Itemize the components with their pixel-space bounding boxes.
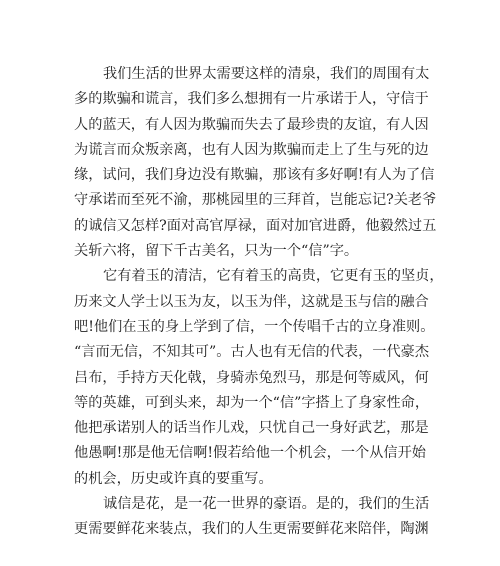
text-line: 他把承诺别人的话当作儿戏，只忧自己一身好武艺，那是 bbox=[74, 420, 429, 437]
paragraph-1 bbox=[74, 62, 437, 264]
text-line: 的机会，历史或许真的要重写。 bbox=[74, 470, 273, 487]
text-line: 吕布，手持方天化戟，身骑赤兔烈马，那是何等威风，何 bbox=[74, 369, 429, 386]
text-line: 它有着玉的清洁，它有着玉的高贵，它更有玉的坚贞， bbox=[103, 268, 444, 285]
text-line: 守承诺而至死不渝，那桃园里的三拜首，岂能忘记?关老爷 bbox=[74, 192, 437, 209]
text-line: 他愚啊!那是他无信啊!假若给他一个机会，一个从信开始 bbox=[74, 445, 426, 462]
text-line: 多的欺骗和谎言，我们多么想拥有一片承诺于人，守信于 bbox=[74, 91, 429, 108]
text-line: 历来文人学士以玉为友，以玉为伴，这就是玉与信的融合 bbox=[74, 293, 429, 310]
text-line: 诚信是花，是一花一世界的豪语。是的，我们的生活 bbox=[103, 496, 430, 513]
text-line: 吧!他们在玉的身上学到了信，一个传唱千古的立身准则。 bbox=[74, 318, 435, 335]
text-line: 人的蓝天，有人因为欺骗而失去了最珍贵的友谊，有人因 bbox=[74, 116, 429, 133]
text-line: 等的英雄，可到头来，却为一个“信”字搭上了身家性命， bbox=[74, 394, 430, 411]
text-line: “言而无信，不知其可”。古人也有无信的代表，一代豪杰 bbox=[74, 344, 430, 361]
text-line: 关斩六将，留下千古美名，只为一个“信”字。 bbox=[74, 243, 359, 260]
text-line: 的诚信又怎样?面对高官厚禄，面对加官进爵，他毅然过五 bbox=[74, 217, 437, 234]
text-line: 为谎言而众叛亲离，也有人因为欺骗而走上了生与死的边 bbox=[74, 141, 429, 158]
text-line: 缘，试问，我们身边没有欺骗，那该有多好啊!有人为了信 bbox=[74, 167, 435, 184]
text-line: 我们生活的世界太需要这样的清泉，我们的周围有太 bbox=[103, 66, 430, 82]
text-line: 更需要鲜花来装点，我们的人生更需要鲜花来陪伴，陶渊 bbox=[74, 521, 429, 538]
paragraph-2 bbox=[74, 264, 444, 492]
essay-body bbox=[74, 62, 444, 543]
paragraph-3 bbox=[74, 492, 430, 543]
